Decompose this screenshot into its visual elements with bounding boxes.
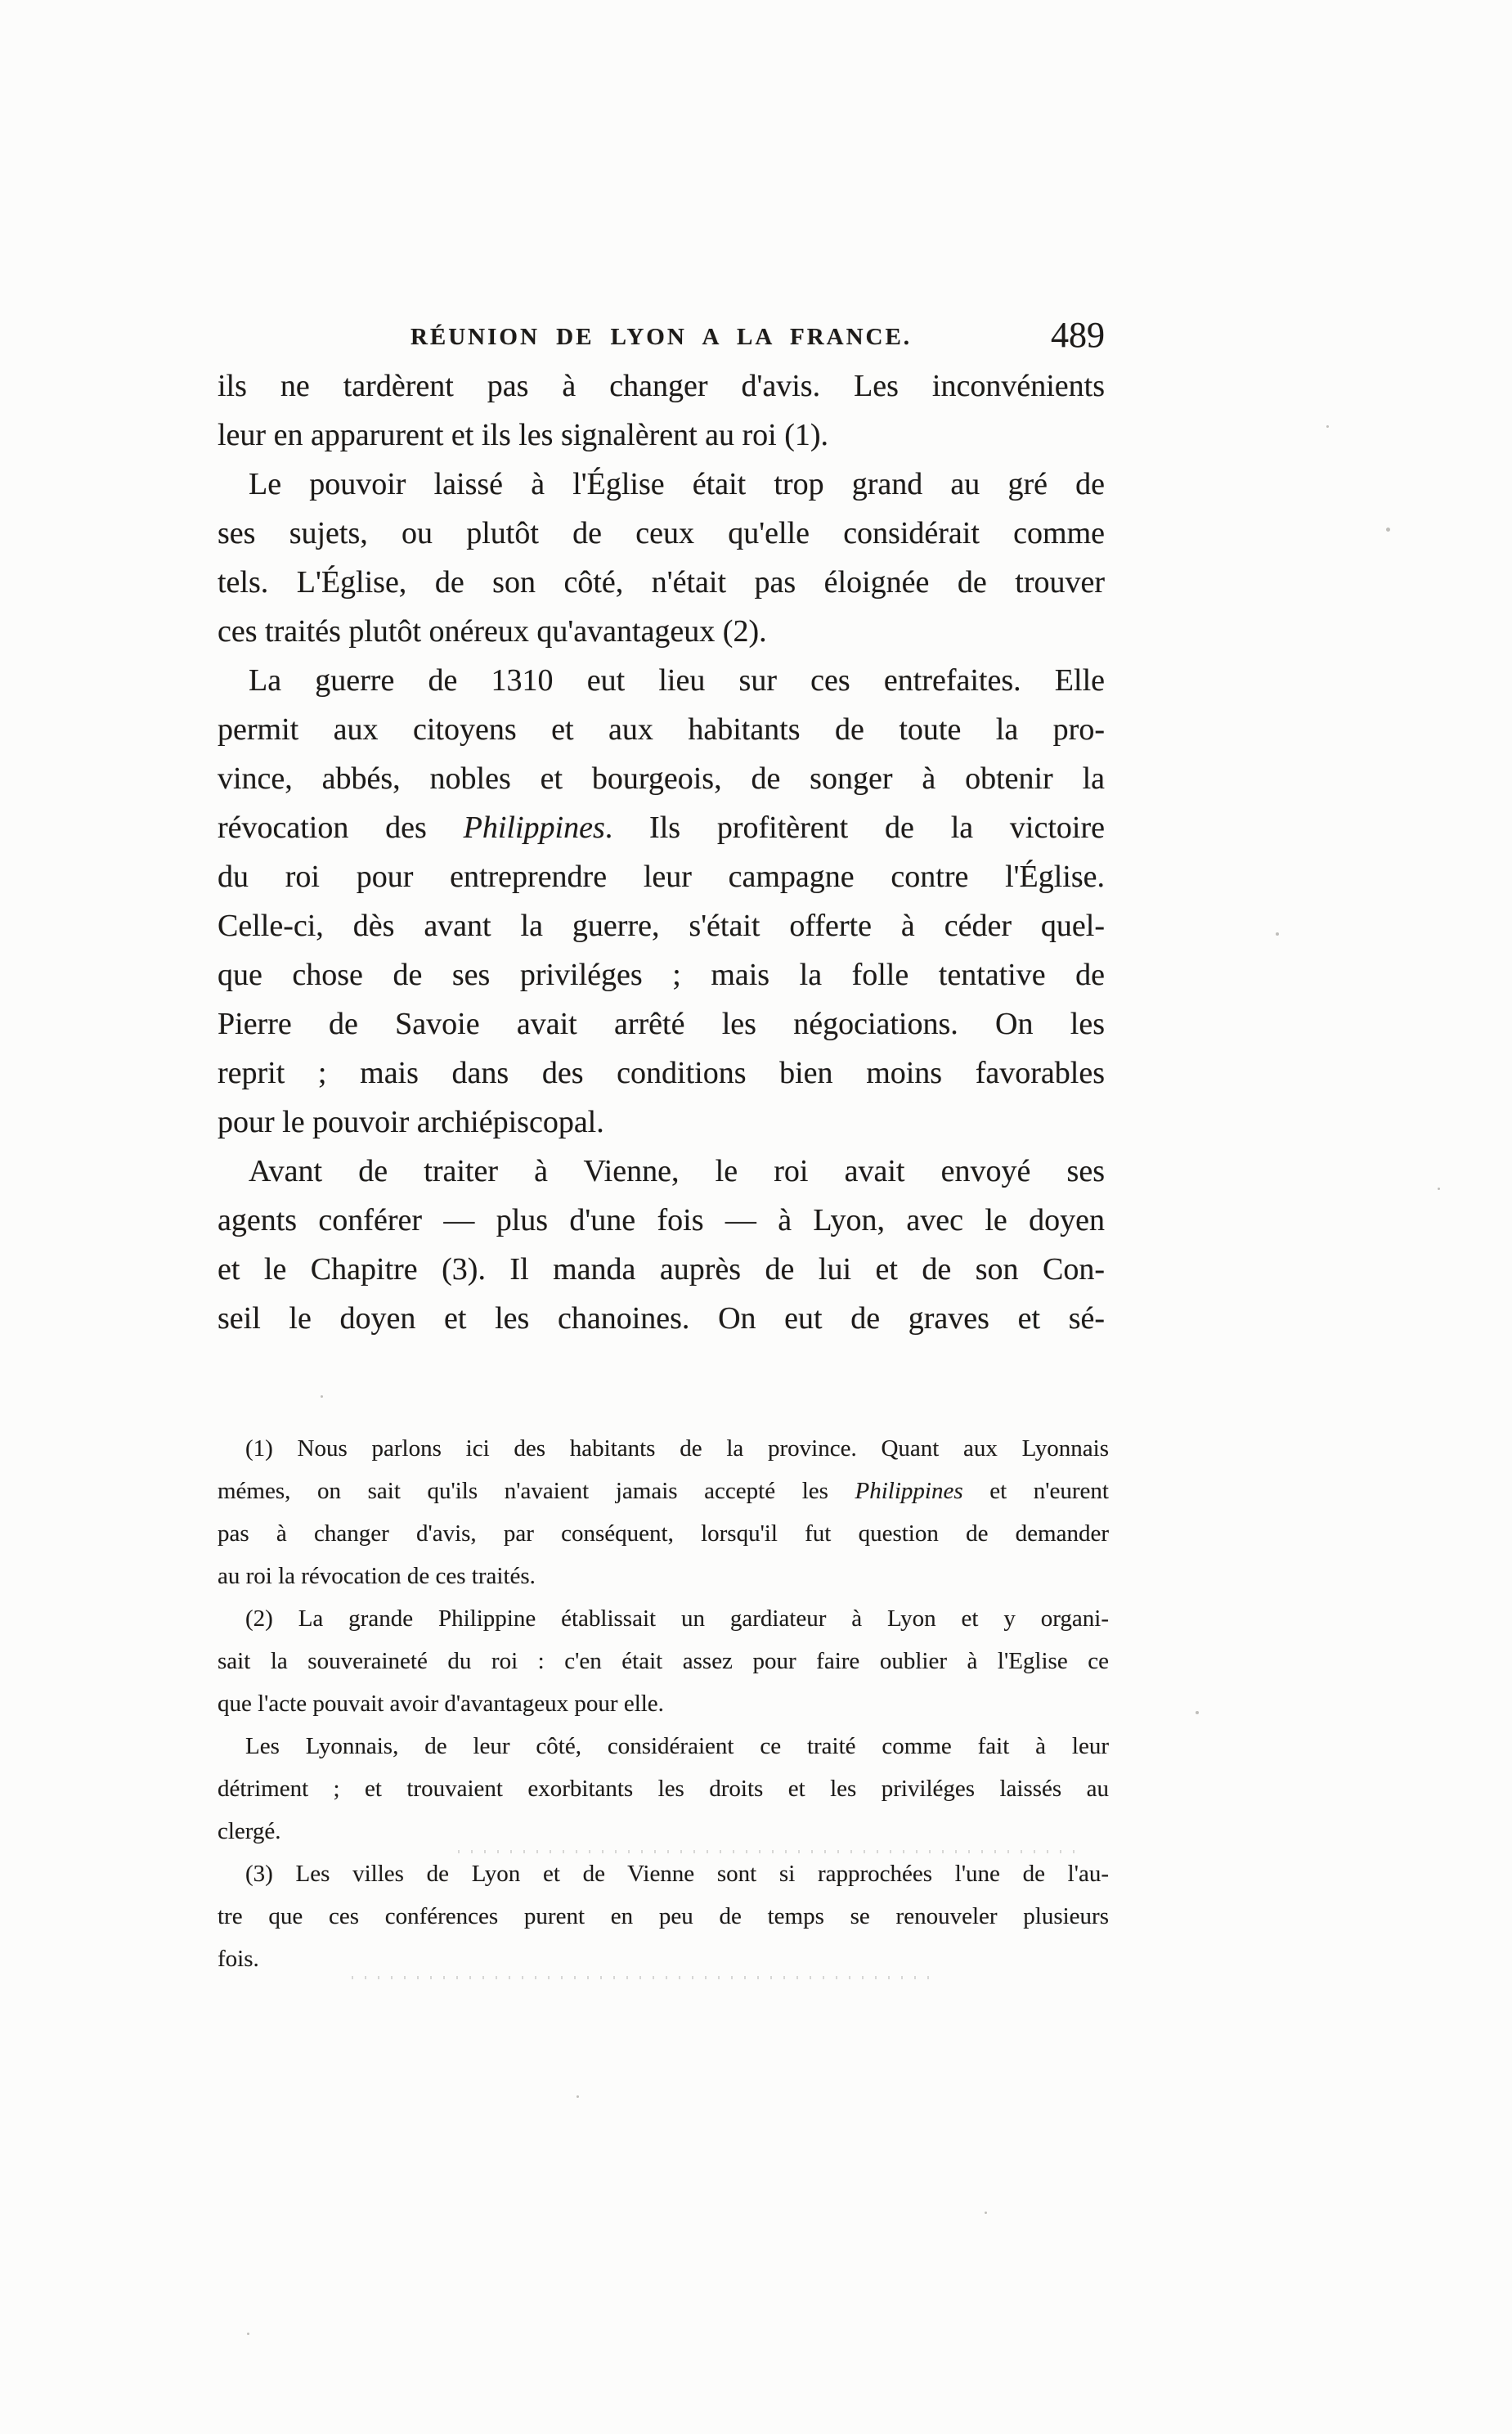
- footnote-line: Les Lyonnais, de leur côté, considéraient ce traité comme fait à leur: [245, 1733, 1109, 1759]
- text-line: vince, abbés, nobles et bourgeois, de songer à obtenir la: [218, 761, 1105, 796]
- text-line: ils ne tardèrent pas à changer d'avis. Les inconvénients: [218, 369, 1105, 403]
- scan-speck: [247, 2333, 249, 2335]
- text-line: agents conférer — plus d'une fois — à Lyon, avec le doyen: [218, 1203, 1105, 1237]
- footnote-line: que l'acte pouvait avoir d'avantageux pour elle.: [218, 1691, 664, 1717]
- scan-speck: [1196, 1711, 1199, 1714]
- footnote-line: au roi la révocation de ces traités.: [218, 1563, 536, 1589]
- footnote-line: pas à changer d'avis, par conséquent, lorsqu'il fut question de demander: [218, 1520, 1109, 1547]
- text-line: reprit ; mais dans des conditions bien moins favorables: [218, 1056, 1105, 1090]
- footnote-line: (2) La grande Philippine établissait un gardiateur à Lyon et y organi-: [245, 1605, 1109, 1632]
- text-line: Avant de traiter à Vienne, le roi avait envoyé ses: [249, 1154, 1105, 1188]
- text-segment: . Ils profitèrent de la victoire: [604, 811, 1105, 845]
- footnote-line: [218, 1470, 1109, 1512]
- text-line: Le pouvoir laissé à l'Église était trop grand au gré de: [249, 467, 1105, 501]
- page-header: [218, 315, 1105, 360]
- text-line: et le Chapitre (3). Il manda auprès de lui et de son Con-: [218, 1252, 1105, 1287]
- text-line: La guerre de 1310 eut lieu sur ces entrefaites. Elle: [249, 663, 1105, 698]
- running-header-title: RÉUNION DE LYON A LA FRANCE.: [410, 324, 913, 350]
- footnote-line: (3) Les villes de Lyon et de Vienne sont si rapprochées l'une de l'au-: [245, 1861, 1109, 1887]
- text-line: tels. L'Église, de son côté, n'était pas éloignée de trouver: [218, 565, 1105, 600]
- scan-speck: [1438, 1188, 1440, 1190]
- text-line: que chose de ses priviléges ; mais la folle tentative de: [218, 958, 1105, 992]
- footnote-line: détriment ; et trouvaient exorbitants les droits et les priviléges laissés au: [218, 1776, 1109, 1802]
- footnote-line: (1) Nous parlons ici des habitants de la province. Quant aux Lyonnais: [245, 1435, 1109, 1462]
- scan-speck: [577, 2095, 579, 2098]
- main-text-block: [218, 362, 1105, 1343]
- scan-noise: [352, 1976, 940, 1979]
- italic-term: Philippines: [463, 811, 605, 845]
- text-line: ses sujets, ou plutôt de ceux qu'elle considérait comme: [218, 516, 1105, 550]
- footnote-line: tre que ces conférences purent en peu de temps se renouveler plusieurs: [218, 1903, 1109, 1929]
- text-line: [218, 803, 1105, 852]
- text-line: ces traités plutôt onéreux qu'avantageux (2).: [218, 614, 767, 649]
- scan-speck: [1326, 425, 1329, 428]
- footnotes-block: [218, 1427, 1109, 1980]
- scan-speck: [985, 2212, 987, 2214]
- page-number: 489: [1051, 315, 1105, 355]
- text-line: pour le pouvoir archiépiscopal.: [218, 1105, 604, 1139]
- text-line: Celle-ci, dès avant la guerre, s'était offerte à céder quel-: [218, 909, 1105, 943]
- footnote-line: sait la souveraineté du roi : c'en était assez pour faire oublier à l'Eglise ce: [218, 1648, 1109, 1674]
- scan-noise: [458, 1850, 1079, 1853]
- footnote-line: fois.: [218, 1946, 259, 1972]
- text-line: Pierre de Savoie avait arrêté les négociations. On les: [218, 1007, 1105, 1041]
- text-line: leur en apparurent et ils les signalèrent au roi (1).: [218, 418, 829, 452]
- footnote-line: clergé.: [218, 1818, 281, 1844]
- scan-speck: [1276, 932, 1279, 936]
- text-line: permit aux citoyens et aux habitants de toute la pro-: [218, 712, 1105, 747]
- italic-term: Philippines: [855, 1478, 963, 1504]
- scan-speck: [321, 1395, 323, 1398]
- text-line: seil le doyen et les chanoines. On eut de graves et sé-: [218, 1301, 1105, 1336]
- text-segment: et n'eurent: [962, 1478, 1109, 1504]
- text-segment: mémes, on sait qu'ils n'avaient jamais accepté les: [218, 1478, 855, 1504]
- scan-speck: [1386, 528, 1390, 532]
- text-segment: révocation des: [218, 811, 464, 845]
- text-line: du roi pour entreprendre leur campagne contre l'Église.: [218, 860, 1105, 894]
